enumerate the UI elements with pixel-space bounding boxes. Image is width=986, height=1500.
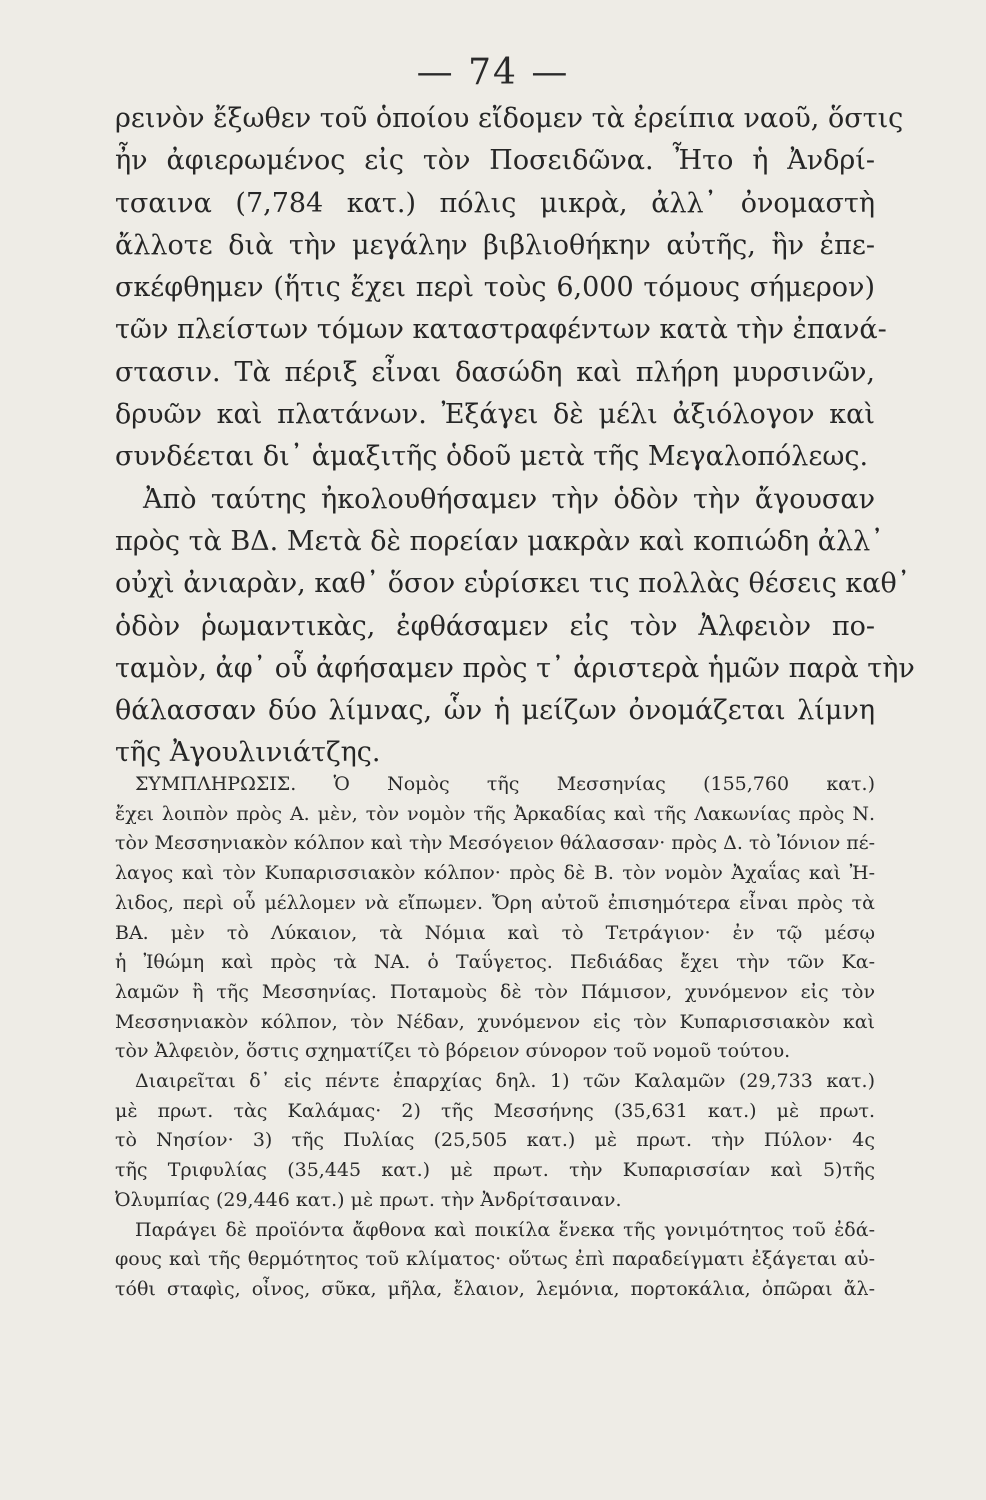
supplement-line: μὲ πρωτ. τὰς Καλάμας· 2) τῆς Μεσσήνης (35,631 κατ.) μὲ πρωτ. [115, 1099, 875, 1122]
supplement-line: ἔχει λοιπὸν πρὸς Α. μὲν, τὸν νομὸν τῆς Ἀρκαδίας καὶ τῆς Λακωνίας πρὸς Ν. [115, 802, 875, 825]
main-text-block [115, 98, 915, 775]
supplement-line: τῆς Τριφυλίας (35,445 κατ.) μὲ πρωτ. τὴν Κυπαρισσίαν καὶ 5)τῆς [115, 1159, 875, 1182]
text-line: τῆς Ἀγουλινιάτζης. [115, 737, 381, 769]
supplement-line: φους καὶ τῆς θερμότητος τοῦ κλίματος· οὕτως ἐπὶ παραδείγματι ἐξάγεται αὐ- [115, 1248, 875, 1271]
supplement-line: τὸν Ἀλφειὸν, ὅστις σχηματίζει τὸ βόρειον σύνορον τοῦ νομοῦ τούτου. [115, 1040, 791, 1063]
supplement-line: τὸν Μεσσηνιακὸν κόλπον καὶ τὴν Μεσόγειον θάλασσαν· πρὸς Δ. τὸ Ἰόνιον πέ- [115, 832, 876, 855]
text-line: δρυῶν καὶ πλατάνων. Ἐξάγει δὲ μέλι ἀξιόλογον καὶ [115, 399, 875, 431]
supplement-line: ΣΥΜΠΛΗΡΩΣΙΣ. Ὁ Νομὸς τῆς Μεσσηνίας (155,760 κατ.) [135, 773, 875, 795]
text-line: ταμὸν, ἀφ᾽ οὗ ἀφήσαμεν πρὸς τ᾽ ἀριστερὰ ἡμῶν παρὰ τὴν [115, 652, 915, 684]
supplement-line: τὸ Νησίον· 3) τῆς Πυλίας (25,505 κατ.) μὲ πρωτ. τὴν Πύλον· 4ς [115, 1129, 875, 1152]
text-line: οὐχὶ ἀνιαρὰν, καθ᾽ ὅσον εὑρίσκει τις πολλὰς θέσεις καθ᾽ [115, 568, 911, 600]
supplement-line: Μεσσηνιακὸν κόλπον, τὸν Νέδαν, χυνόμενον εἰς τὸν Κυπαρισσιακὸν καὶ [115, 1010, 875, 1033]
supplement-line: ἡ Ἰθώμη καὶ πρὸς τὰ ΝΑ. ὁ Ταΰγετος. Πεδιάδας ἔχει τὴν τῶν Κα- [115, 951, 875, 974]
text-line: Ἀπὸ ταύτης ἠκολουθήσαμεν τὴν ὁδὸν τὴν ἄγουσαν [143, 483, 875, 515]
supplement-line: Διαιρεῖται δ᾽ εἰς πέντε ἐπαρχίας δηλ. 1) τῶν Καλαμῶν (29,733 κατ.) [135, 1070, 875, 1093]
supplement-line: Ὀλυμπίας (29,446 κατ.) μὲ πρωτ. τὴν Ἀνδρίτσαιναν. [115, 1188, 622, 1211]
text-line: τσαινα (7,784 κατ.) πόλις μικρὰ, ἀλλ᾽ ὀνομαστὴ [115, 187, 875, 219]
text-line: συνδέεται δι᾽ ἁμαξιτῆς ὁδοῦ μετὰ τῆς Μεγαλοπόλεως. [115, 441, 869, 473]
text-line: σκέφθημεν (ἥτις ἔχει περὶ τοὺς 6,000 τόμους σήμερον) [115, 272, 875, 304]
page-number: — 74 — [416, 52, 570, 93]
text-line: ὁδὸν ῥωμαντικὰς, ἐφθάσαμεν εἰς τὸν Ἀλφειὸν πο- [115, 610, 875, 642]
supplement-line: λαμῶν ἢ τῆς Μεσσηνίας. Ποταμοὺς δὲ τὸν Πάμισον, χυνόμενον εἰς τὸν [115, 980, 875, 1003]
text-line: θάλασσαν δύο λίμνας, ὧν ἡ μείζων ὀνομάζεται λίμνη [115, 695, 875, 727]
text-line: στασιν. Τὰ πέριξ εἶναι δασώδη καὶ πλήρη μυρσινῶν, [115, 356, 875, 388]
supplement-line: λιδος, περὶ οὗ μέλλομεν νὰ εἴπωμεν. Ὄρη αὐτοῦ ἐπισημότερα εἶναι πρὸς τὰ [115, 891, 875, 914]
supplement-line: λαγος καὶ τὸν Κυπαρισσιακὸν κόλπον· πρὸς δὲ Β. τὸν νομὸν Ἀχαΐας καὶ Ἠ- [115, 862, 875, 885]
text-line: ἄλλοτε διὰ τὴν μεγάλην βιβλιοθήκην αὐτῆς, ἣν ἐπε- [115, 229, 875, 261]
text-line: τῶν πλείστων τόμων καταστραφέντων κατὰ τὴν ἐπανά- [115, 314, 887, 346]
supplement-block [115, 770, 875, 1305]
supplement-line: τόθι σταφὶς, οἶνος, σῦκα, μῆλα, ἔλαιον, λεμόνια, πορτοκάλια, ὀπῶραι ἄλ- [115, 1277, 875, 1300]
supplement-line: Παράγει δὲ προϊόντα ἄφθονα καὶ ποικίλα ἕνεκα τῆς γονιμότητος τοῦ ἐδά- [135, 1218, 875, 1241]
supplement-line: ΒΑ. μὲν τὸ Λύκαιον, τὰ Νόμια καὶ τὸ Τετράγιον· ἐν τῷ μέσῳ [115, 921, 875, 944]
text-line: πρὸς τὰ ΒΔ. Μετὰ δὲ πορείαν μακρὰν καὶ κοπιώδη ἀλλ᾽ [115, 525, 884, 557]
text-line: ρεινὸν ἔξωθεν τοῦ ὁποίου εἴδομεν τὰ ἐρείπια ναοῦ, ὅστις [115, 103, 904, 134]
text-line: ἦν ἀφιερωμένος εἰς τὸν Ποσειδῶνα. Ἦτο ἡ Ἀνδρί- [115, 145, 875, 177]
